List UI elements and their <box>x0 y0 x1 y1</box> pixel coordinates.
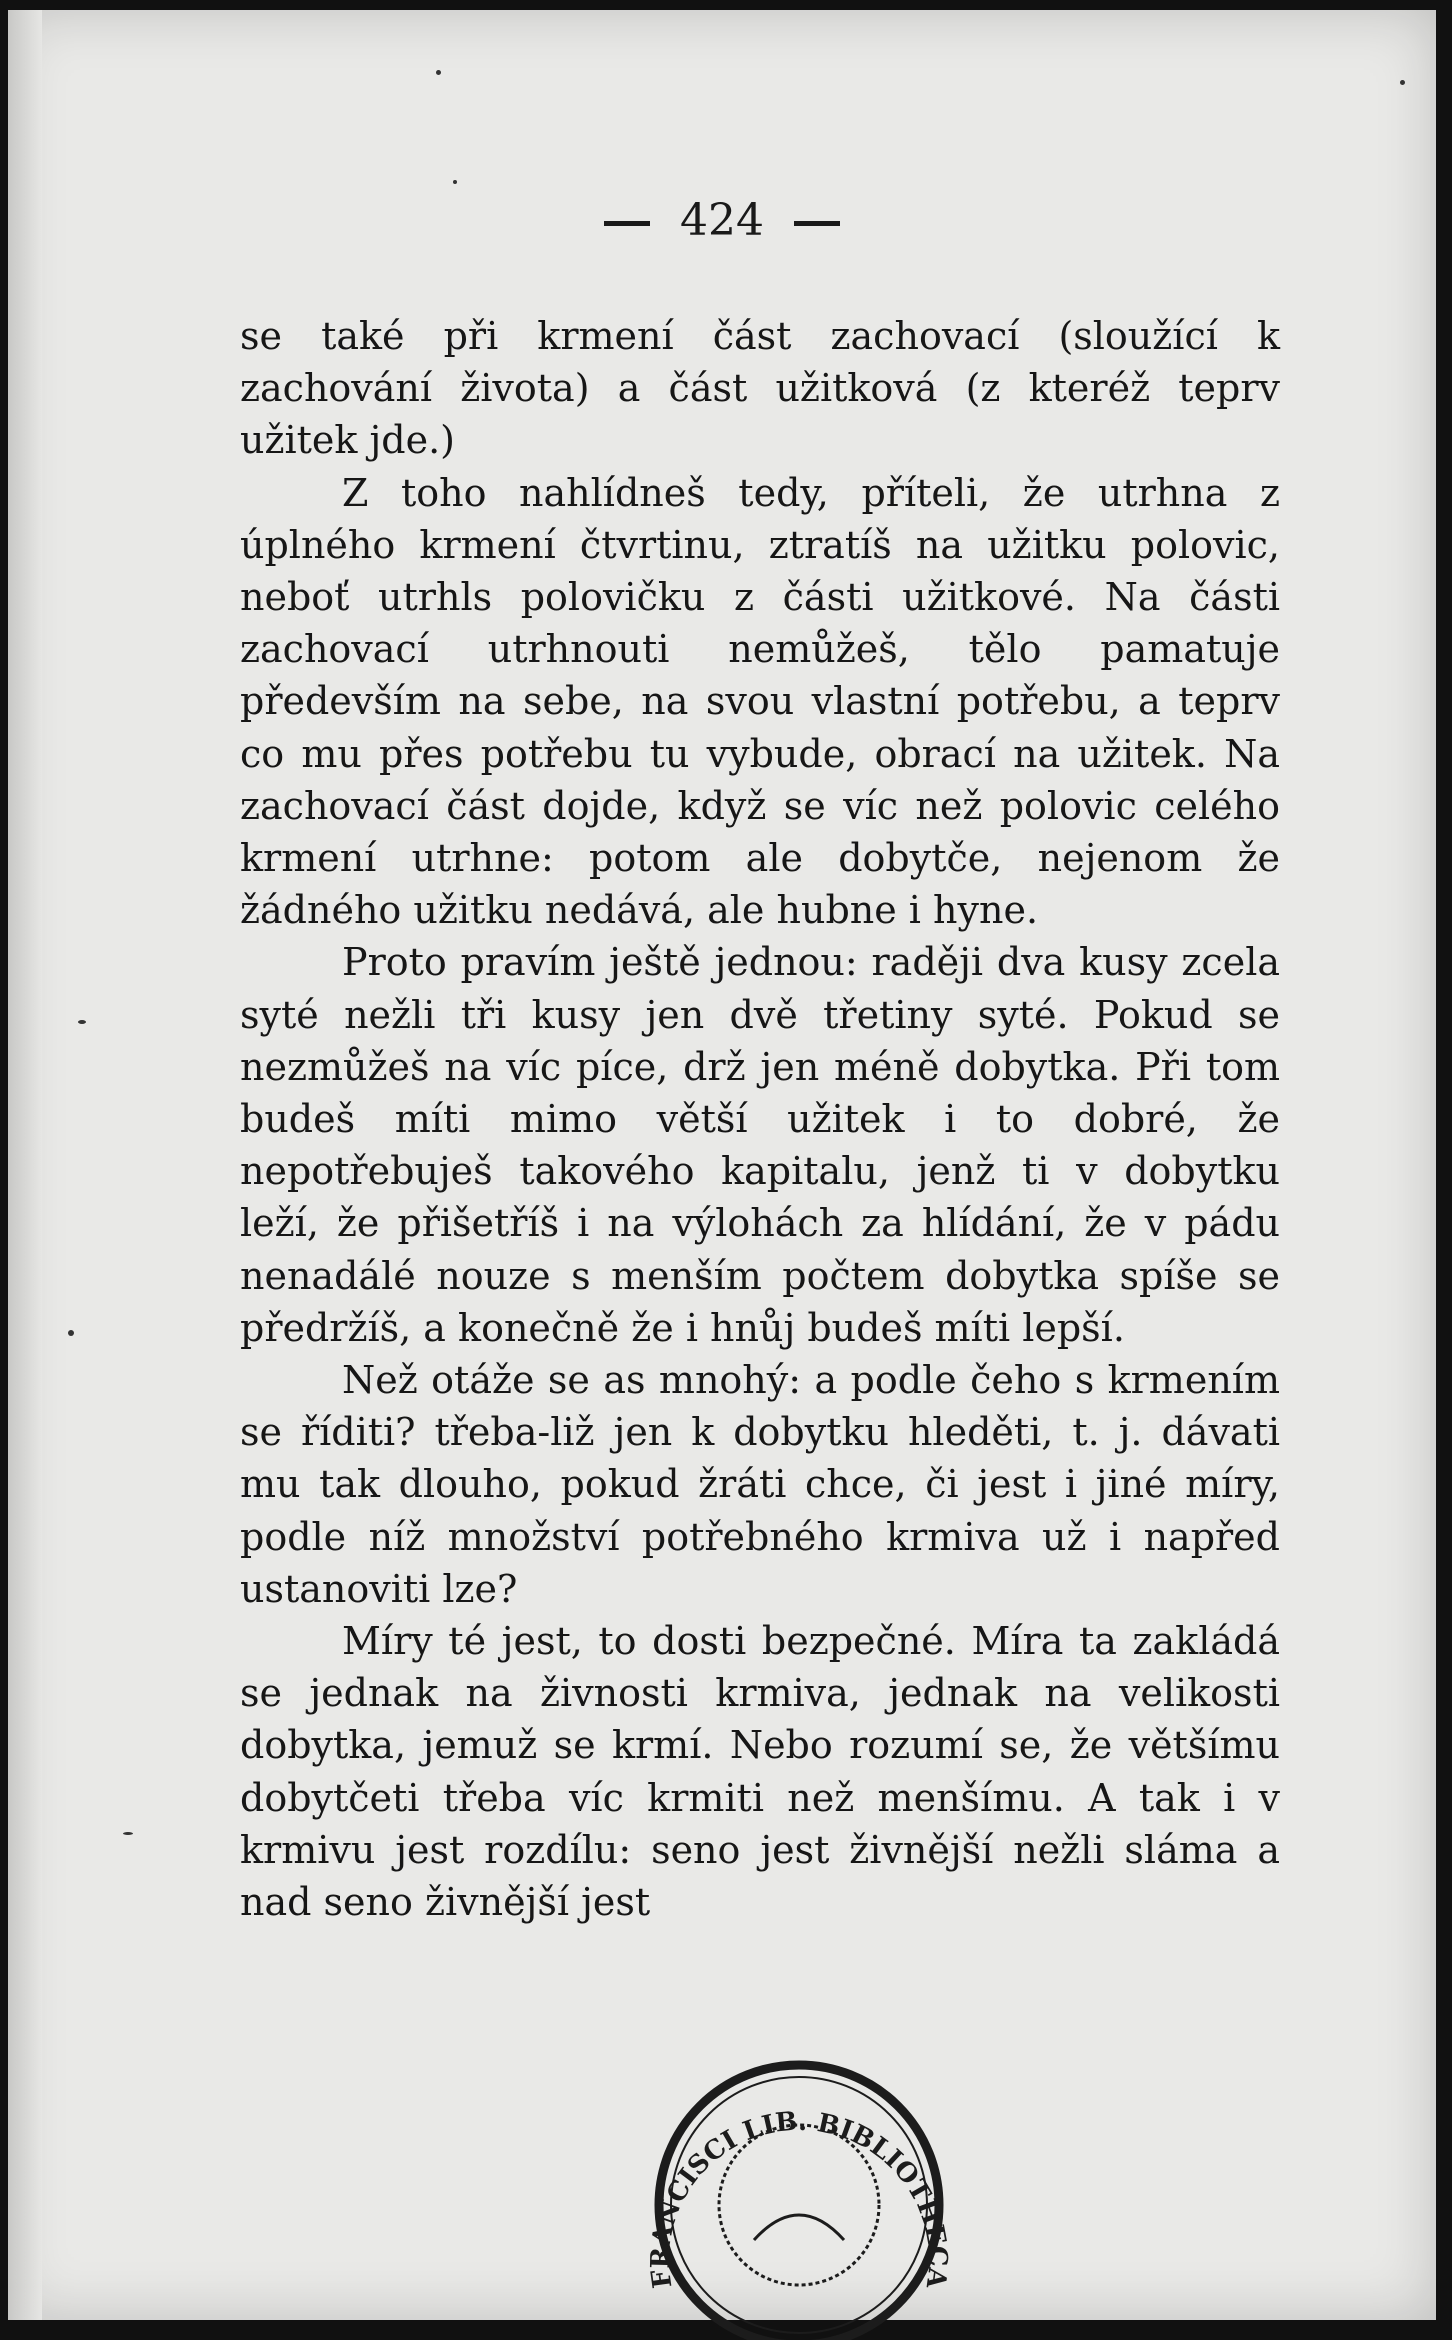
header-dash-left <box>604 221 650 226</box>
stamp-text: FRANCISCI LIB. BIBLIOTHECA <box>645 2106 953 2291</box>
paragraph: Z toho nahlídneš tedy, příteli, že utrhna z úplného krmení čtvrtinu, ztratíš na užitku polovic, neboť utrhls polovičku z části užitkové. Na části zachovací utrhnouti nemůžeš, tělo pamatuje především na sebe, na svou vlastní potřebu, a teprv co mu přes potřebu tu vybude, obrací na užitek. Na zachovací část dojde, když se víc než polovic celého krmení utrhne: potom ale dobytče, nejenom že žádného užitku nedává, ale hubne i hyne. <box>240 470 1280 933</box>
paragraph: Proto pravím ještě jednou: raději dva kusy zcela syté nežli tři kusy jen dvě třetiny syté. Pokud se nezmůžeš na víc píce, drž jen méně dobytka. Při tom budeš míti mimo větší užitek i to dobré, že nepotřebuješ takového kapitalu, jenž ti v dobytku leží, že přišetříš i na výlohách za hlídání, že v pádu nenadálé nouze s menším počtem dobytka spíše se předržíš, a konečně že i hnůj budeš míti lepší. <box>240 940 1280 1350</box>
paper-speck <box>453 180 457 184</box>
paragraph: Míry té jest, to dosti bezpečné. Míra ta zakládá se jednak na živnosti krmiva, jednak na velikosti dobytka, jemuž se krmí. Nebo rozumí se, že většímu dobytčeti třeba víc krmiti než menšímu. A tak i v krmivu jest rozdílu: seno jest živnější nežli sláma a nad seno živnější jest <box>240 1619 1280 1925</box>
header-dash-right <box>794 221 840 226</box>
page-header <box>8 195 1436 246</box>
book-page <box>8 10 1436 2320</box>
paper-speck <box>78 1020 86 1024</box>
paper-speck <box>1400 80 1405 85</box>
page-gutter-shadow <box>8 10 42 2320</box>
paragraph: Než otáže se as mnohý: a podle čeho s krmením se říditi? třeba-liž jen k dobytku hleděti, t. j. dávati mu tak dlouho, pokud žráti chce, či jest i jiné míry, podle níž množství potřebného krmiva už i napřed ustanoviti lze? <box>240 1358 1280 1611</box>
paper-speck <box>68 1330 74 1336</box>
page-number: 424 <box>680 195 764 246</box>
paper-speck <box>123 1832 133 1835</box>
stamp-outer-ring <box>659 2065 939 2340</box>
paper-speck <box>436 70 441 75</box>
stamp-emblem <box>754 2215 844 2240</box>
paragraph: se také při krmení část zachovací (sloužící k zachování života) a část užitková (z kteréž teprv užitek jde.) <box>240 314 1280 463</box>
library-stamp <box>634 2040 964 2340</box>
body-text <box>240 310 1280 1928</box>
